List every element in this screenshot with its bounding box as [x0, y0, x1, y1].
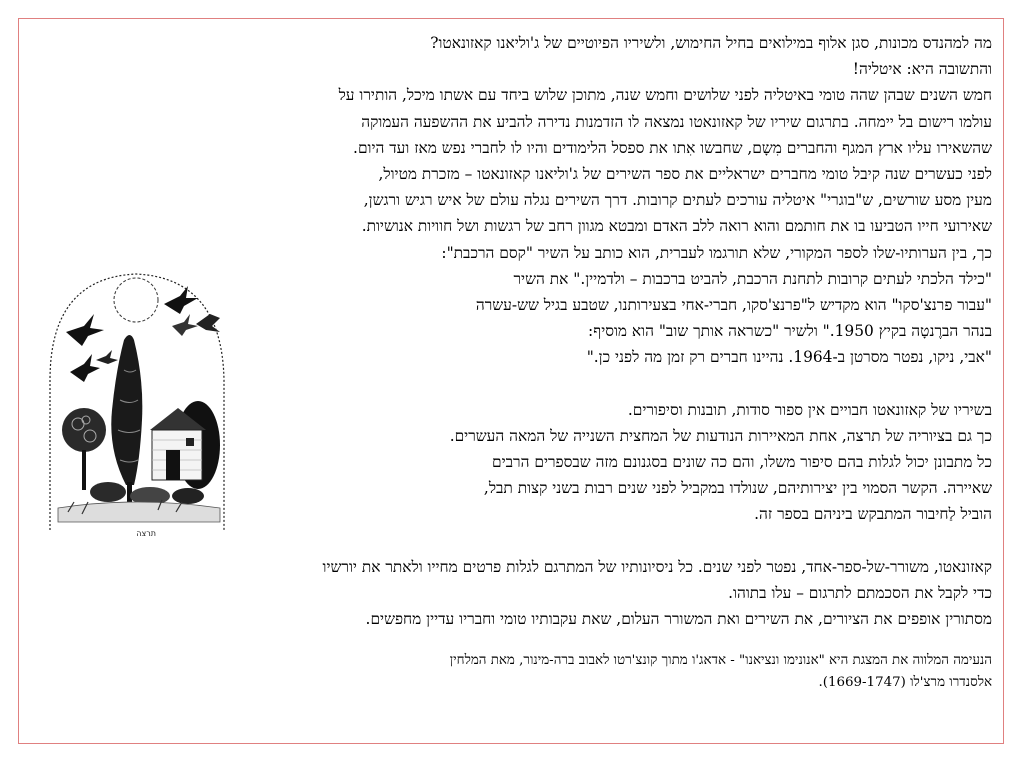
text-line: בשיריו של קאזונאטו חבויים אין ספור סודות, תובנות וסיפורים. [627, 400, 992, 419]
text-line: שאירועי חייו הטביעו בו את חותמם והוא רואה ללב האדם ומבטא מגוון רחב של רגשות ושל חוויות אנושיות. [361, 217, 992, 236]
text-line: הוביל לַחיבור המתבקש ביניהם בספר זה. [754, 505, 992, 524]
text-line: "אבי, ניקו, נפטר מסרטן ב-1964. נהיינו חברים רק זמן מה לפני כן." [586, 348, 992, 367]
text-line: מעין מסע שורשים, ש"בוגרי" איטליה עורכים לעתים קרובות. דרך השירים נגלה עולם של איש רגיש ורגשן, [363, 191, 992, 210]
text-line: כדי לקבל את הסכמתם לתרגום – עלו בתוהו. [728, 583, 992, 602]
text-line: מסתורין אופפים את הציורים, את השירים ואת המשורר העלום, שאת עקבותיו טומי וחבריו עדיין מחפשים. [365, 610, 992, 629]
bird-icon [66, 314, 104, 346]
music-note-line: אלסנדרו מרצ'לו (1669-1747). [818, 675, 992, 691]
bird-icon [172, 314, 198, 336]
bird-icon [96, 350, 118, 364]
village-illustration [38, 260, 233, 540]
text-line: קאזונאטו, משורר-של-ספר-אחד, נפטר לפני שנים. כל ניסיונותיו של המתרגם לגלות פרטים מחייו ולאתר את יורשיו [322, 557, 992, 576]
text-line: מה למהנדס מכונות, סגן אלוף במילואים בחיל החימוש, ולשיריו הפיוטיים של ג'וליאנו קאזונאטו? [430, 34, 992, 52]
text-line: "עבור פרנצ'סקו" הוא מקדיש ל"פרנצ'סקו, חברי-אחי בצעירותנו, שטבע בגיל שש-עשרה [475, 295, 992, 314]
text-line: עולמו רישום בל יימחה. בתרגום שיריו של קאזונאטו נמצאה לו הזדמנות נדירה להביע את ההשפעה העמוקה [361, 112, 992, 131]
paragraph-gap [32, 632, 992, 650]
music-note-line: הנעימה המלווה את המצגת היא "אנונימו ונציאנו" - אדאג'ו מתוך קונצ'רטו לאבוב ברה-מינור, מאת המלחין [449, 653, 992, 669]
text-line: והתשובה היא: איטליה! [852, 60, 992, 79]
text-line: כך גם בציוריה של תרצה, אחת המאיירות הנודעות של המחצית השנייה של המאה העשרים. [449, 426, 992, 445]
text-line: בנהר הברֶנטָה בקיץ 1950." ולשיר "כשראה אותך שוב" הוא מוסיף: [588, 322, 992, 341]
bird-icon [70, 354, 100, 382]
round-tree-icon [62, 408, 106, 490]
text-line: "כילד הלכתי לעתים קרובות לתחנת הרכבת, להביט ברכבות – ולדמיין." את השיר [513, 269, 992, 288]
bird-icon [164, 286, 198, 314]
artist-signature: תרצה [136, 529, 156, 538]
text-line: לפני כעשרים שנה קיבל טומי מחברים ישראליים את ספר השירים של ג'וליאנו קאזונאטו – מזכרת מטיול, [378, 164, 992, 183]
text-line: כל מתבונן יכול לגלות בהם סיפור משלו, והם כה שונים בסגנונם מזה שבספרים הרבים [491, 453, 992, 471]
text-line: שהשאירו עליו ארץ המגף והחברים מִשָם, שחבשו אִתו את ספסל הלימודים והיו לו לחברי נפש מאז ועד היום. [353, 138, 992, 157]
text-line: שאיירה. הקשר הסמוי בין יצירותיהם, שנולדו במקביל לפני שנים רבות בשני קצות תבל, [483, 479, 992, 498]
sun-icon [114, 278, 158, 322]
text-line: חמש השנים שבהן שהה טומי באיטליה לפני שלושים וחמש שנה, מתוכן שלוש ביחד עם אשתו מיכל, הותירו על [338, 86, 992, 105]
text-line: כך, בין הערותיו-שלו לספר המקורי, שלא תורגמו לעברית, הוא כותב על השיר "קסם הרכבת": [441, 243, 992, 262]
